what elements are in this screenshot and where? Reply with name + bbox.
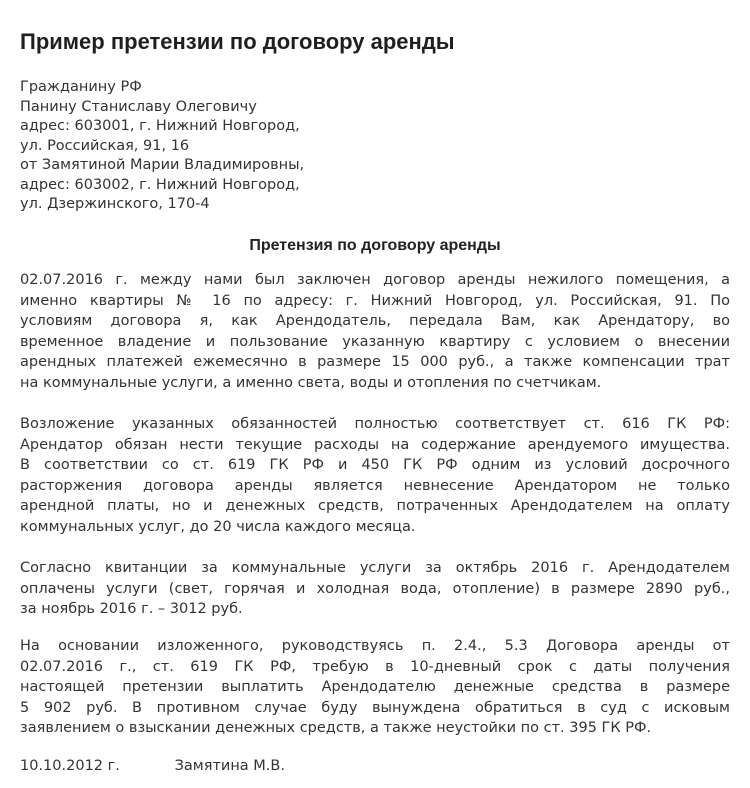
- paragraph-line: Согласно квитанции за коммунальные услуги за октябрь 2016 г. Арендодателем: [20, 560, 730, 576]
- paragraph-line: за ноябрь 2016 г. – 3012 руб.: [20, 601, 243, 617]
- address-line: Панину Станиславу Олеговичу: [20, 98, 257, 115]
- address-block: [20, 78, 304, 215]
- paragraph-line: Арендатор обязан нести текущие расходы на содержание арендуемого имущества.: [20, 436, 730, 453]
- paragraph-line: 5 902 руб. В противном случае буду вынуждена обратиться в суд с исковым: [20, 699, 730, 716]
- paragraph-line: арендной платы, но и денежных средств, потраченных Арендодателем на оплату: [20, 498, 730, 514]
- address-line: Гражданину РФ: [20, 79, 142, 95]
- paragraph-line: расторжения договора аренды является невнесение Арендатором не только: [20, 477, 730, 494]
- paragraph-line: условиям договора я, как Арендодатель, передала Вам, как Арендатору, во: [20, 313, 730, 329]
- paragraph-line: 02.07.2016 г., ст. 619 ГК РФ, требую в 10-дневный срок с даты получения: [20, 658, 730, 675]
- paragraph-line: оплачены услуги (свет, горячая и холодная вода, отопление) в размере 2890 руб.,: [20, 580, 730, 597]
- signature-name: Замятина М.В.: [174, 758, 285, 774]
- paragraph-line: коммунальных услуг, до 20 числа каждого месяца.: [20, 518, 416, 535]
- paragraph-line: настоящей претензии выплатить Арендодателю денежные средства в размере: [20, 679, 730, 695]
- document-title: Претензия по договору аренды: [249, 237, 501, 254]
- paragraph-2: [20, 414, 730, 537]
- signature-row: [20, 756, 285, 776]
- paragraph-line: Возложение указанных обязанностей полностью соответствует ст. 616 ГК РФ:: [20, 416, 730, 432]
- paragraph-line: 02.07.2016 г. между нами был заключен договор аренды нежилого помещения, а: [20, 272, 730, 288]
- paragraph-line: на коммунальные услуги, а именно света, воды и отопления по счетчикам.: [20, 374, 602, 391]
- paragraph-line: именно квартиры № 16 по адресу: г. Нижний Новгород, ул. Российская, 91. По: [20, 292, 730, 309]
- paragraph-line: В соответствии со ст. 619 ГК РФ и 450 ГК РФ одним из условий досрочного: [20, 457, 730, 473]
- address-line: адрес: 603001, г. Нижний Новгород,: [20, 118, 300, 134]
- address-line: ул. Российская, 91, 16: [20, 137, 190, 154]
- address-line: от Замятиной Марии Владимировны,: [20, 157, 305, 173]
- paragraph-3: [20, 558, 730, 620]
- page-title: Пример претензии по договору аренды: [20, 29, 455, 54]
- paragraph-4: [20, 636, 730, 739]
- paragraph-line: временное владение и пользование указанную квартиру с условием о внесении: [20, 333, 730, 350]
- address-line: ул. Дзержинского, 170-4: [20, 196, 210, 212]
- paragraph-line: заявлением о взыскании денежных средств, а также неустойки по ст. 395 ГК РФ.: [20, 720, 652, 736]
- paragraph-line: арендных платежей ежемесячно в размере 15 000 руб., а также компенсации трат: [20, 354, 730, 370]
- paragraph-line: На основании изложенного, руководствуясь п. 2.4., 5.3 Договора аренды от: [20, 638, 730, 654]
- address-line: адрес: 603002, г. Нижний Новгород,: [20, 176, 300, 193]
- paragraph-1: [20, 270, 730, 393]
- signature-date: 10.10.2012 г.: [20, 758, 120, 774]
